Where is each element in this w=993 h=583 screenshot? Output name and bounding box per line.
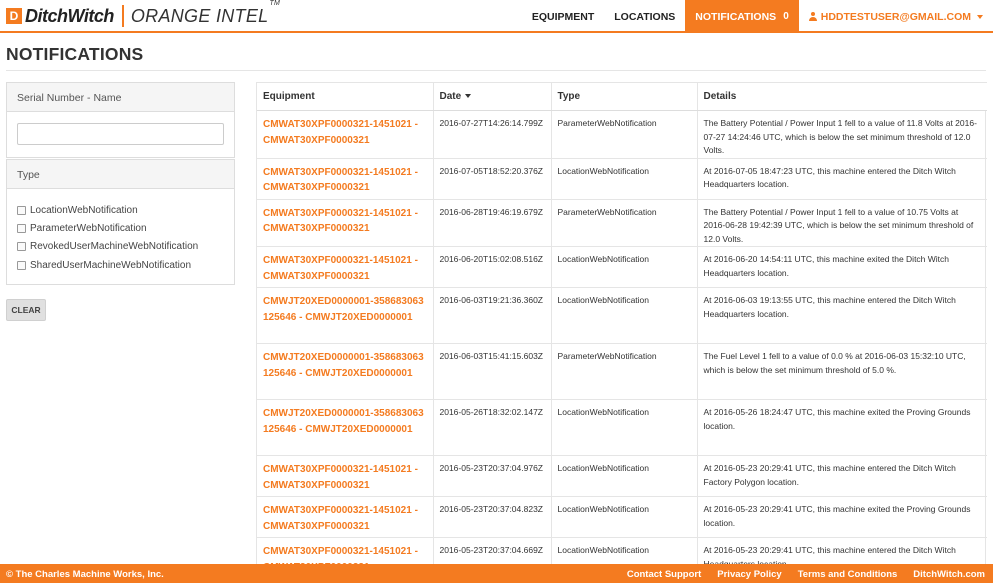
details-cell: At 2016-05-26 18:24:47 UTC, this machine exited the Proving Grounds location. [697,400,987,456]
brand-name: DitchWitch [25,5,114,26]
page-title: NOTIFICATIONS [6,44,144,64]
equipment-link[interactable]: CMWAT30XPF0000321-1451021 - CMWAT30XPF0000321 [263,207,418,234]
copyright-text: © The Charles Machine Works, Inc. [6,569,164,580]
type-cell: ParameterWebNotification [551,344,697,400]
equipment-cell [257,344,433,400]
type-cell: LocationWebNotification [551,497,697,538]
equipment-link[interactable]: CMWAT30XPF0000321-1451021 - [263,546,418,557]
type-option-location[interactable] [17,201,234,219]
type-cell: LocationWebNotification [551,538,697,579]
equipment-cell [257,158,433,199]
nav-notifications-label: NOTIFICATIONS [695,10,777,23]
table-row [257,111,987,159]
privacy-policy-link[interactable]: Privacy Policy [717,569,782,580]
notifications-count-badge: 0 [783,11,789,22]
product-name-text: ORANGE INTEL [130,5,269,26]
table-row [257,497,987,538]
equipment-link[interactable]: CMWJT20XED0000001-358683063125646 - CMWJT20XED0000001 [263,352,424,379]
type-option-parameter[interactable] [17,219,234,237]
equipment-link[interactable]: CMWAT30XPF0000321-1451021 - CMWAT30XPF0000321 [263,464,418,491]
date-cell: 2016-06-03T15:41:15.603Z [433,344,551,400]
nav-locations[interactable]: LOCATIONS [614,10,676,23]
type-checkbox[interactable] [17,261,26,270]
top-navbar [0,0,993,33]
details-cell: At 2016-05-23 20:29:41 UTC, this machine entered the Ditch Witch [697,538,987,579]
equipment-cell [257,199,433,247]
date-cell: 2016-05-23T20:37:04.669Z [433,538,551,579]
table-row [257,247,987,288]
type-option-label: RevokedUserMachineWebNotification [30,241,199,253]
details-cell: At 2016-06-20 14:54:11 UTC, this machine exited the Ditch Witch Headquarters location. [697,247,987,288]
type-cell: LocationWebNotification [551,158,697,199]
type-cell: ParameterWebNotification [551,199,697,247]
equipment-link[interactable]: CMWAT30XPF0000321-1451021 - CMWAT30XPF0000321 [263,505,418,532]
table-row [257,199,987,247]
table-row [257,400,987,456]
equipment-link[interactable]: CMWAT30XPF0000321-1451021 - CMWAT30XPF0000321 [263,166,418,193]
type-option-label: SharedUserMachineWebNotification [30,259,192,271]
column-header-date[interactable] [433,83,551,111]
column-header-details[interactable] [697,83,987,111]
type-filter-heading: Type [7,160,234,189]
serial-filter-heading: Serial Number - Name [7,83,234,112]
type-filter-list [7,189,234,274]
chevron-down-icon [977,15,983,19]
title-divider [6,70,986,71]
date-cell: 2016-07-05T18:52:20.376Z [433,158,551,199]
type-cell: ParameterWebNotification [551,111,697,159]
brand-divider [122,5,124,27]
equipment-cell [257,497,433,538]
product-name [130,0,281,27]
table-row [257,158,987,199]
type-cell: LocationWebNotification [551,456,697,497]
type-filter-panel [6,159,235,285]
date-cell: 2016-06-20T15:02:08.516Z [433,247,551,288]
trademark-symbol: TM [269,0,281,7]
details-cell: The Fuel Level 1 fell to a value of 0.0 % at 2016-06-03 15:32:10 UTC, which is below the set minimum threshold of 5.0 %. [697,344,987,400]
column-header-type[interactable] [551,83,697,111]
equipment-cell [257,400,433,456]
serial-number-input[interactable] [17,123,224,145]
ditchwitch-com-link[interactable]: DitchWitch.com [913,569,985,580]
details-cell: At 2016-05-23 20:29:41 UTC, this machine exited the Proving Grounds location. [697,497,987,538]
type-checkbox[interactable] [17,224,26,233]
notifications-table-container[interactable] [256,82,986,564]
contact-support-link[interactable]: Contact Support [626,569,702,580]
main-nav [522,0,993,33]
sort-descending-icon [465,94,471,98]
user-icon [809,12,818,21]
date-cell: 2016-05-23T20:37:04.976Z [433,456,551,497]
type-checkbox[interactable] [17,206,26,215]
user-email: HDDTESTUSER@GMAIL.COM [820,10,971,23]
column-header-label: Details [703,91,737,102]
equipment-cell [257,456,433,497]
details-cell: At 2016-05-23 20:29:41 UTC, this machine entered the Ditch Witch Factory Polygon location. [697,456,987,497]
equipment-link[interactable]: CMWAT30XPF0000321-1451021 - CMWAT30XPF0000321 [263,255,418,282]
column-header-label: Date [439,91,462,102]
notifications-table [257,82,987,579]
column-header-label: Type [557,91,581,102]
type-option-label: ParameterWebNotification [30,222,147,234]
type-cell: LocationWebNotification [551,400,697,456]
type-option-label: LocationWebNotification [30,204,138,216]
details-cell: The Battery Potential / Power Input 1 fell to a value of 11.8 Volts at 2016-07-27 14:24:46 UTC, which is below the set minimum threshold of 12.0 Volts. [697,111,987,159]
table-header-row [257,83,987,111]
column-header-equipment[interactable] [257,83,433,111]
terms-and-conditions-link[interactable]: Terms and Conditions [797,569,898,580]
column-header-label: Equipment [263,91,315,102]
type-cell: LocationWebNotification [551,288,697,344]
details-cell: At 2016-06-03 19:13:55 UTC, this machine entered the Ditch Witch Headquarters location. [697,288,987,344]
table-row [257,344,987,400]
type-cell: LocationWebNotification [551,247,697,288]
date-cell: 2016-05-23T20:37:04.823Z [433,497,551,538]
equipment-cell [257,247,433,288]
serial-filter-panel [6,82,235,158]
ditch-witch-logo-icon: D [6,8,22,24]
type-checkbox[interactable] [17,242,26,251]
footer [0,564,993,583]
date-cell: 2016-06-28T19:46:19.679Z [433,199,551,247]
table-row [257,456,987,497]
equipment-link[interactable]: CMWJT20XED0000001-358683063125646 - CMWJT20XED0000001 [263,408,424,435]
clear-button[interactable]: CLEAR [6,299,46,321]
equipment-cell [257,111,433,159]
table-row [257,288,987,344]
nav-equipment[interactable]: EQUIPMENT [531,10,595,23]
equipment-link[interactable]: CMWJT20XED0000001-358683063125646 - CMWJT20XED0000001 [263,296,424,323]
date-cell: 2016-05-26T18:32:02.147Z [433,400,551,456]
details-cell: At 2016-07-05 18:47:23 UTC, this machine entered the Ditch Witch Headquarters location. [697,158,987,199]
details-cell: The Battery Potential / Power Input 1 fell to a value of 10.75 Volts at 2016-06-28 19:42:39 UTC, which is below the set minimum threshold of 12.0 Volts. [697,199,987,247]
date-cell: 2016-07-27T14:26:14.799Z [433,111,551,159]
equipment-link[interactable]: CMWAT30XPF0000321-1451021 - CMWAT30XPF0000321 [263,119,418,146]
type-option-revoked-user-machine[interactable] [17,238,234,256]
date-cell: 2016-06-03T19:21:36.360Z [433,288,551,344]
footer-links [611,569,985,580]
user-menu[interactable] [799,0,993,33]
type-option-shared-user-machine[interactable] [17,256,234,274]
brand-logo[interactable] [6,0,281,27]
equipment-cell [257,288,433,344]
notifications-table-body [257,111,987,579]
nav-notifications[interactable] [685,0,798,33]
